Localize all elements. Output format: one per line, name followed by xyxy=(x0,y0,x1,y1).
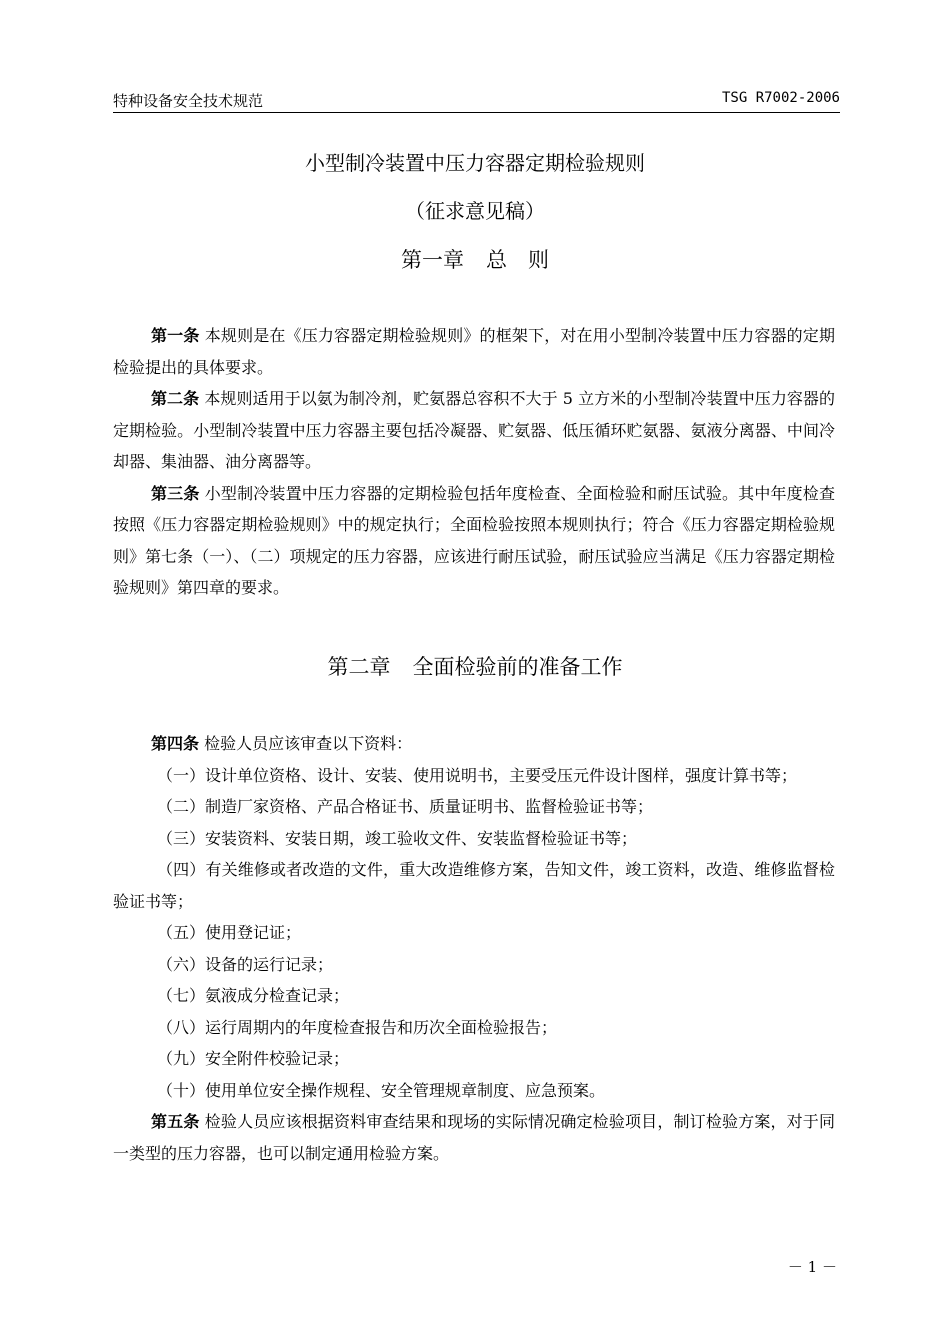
article-4 xyxy=(113,728,835,760)
list-item: （九）安全附件校验记录； xyxy=(157,1049,350,1068)
page-header xyxy=(113,90,840,113)
article-4-label: 第四条 xyxy=(151,734,200,753)
list-item: （五）使用登记证； xyxy=(157,923,302,942)
article-3-label: 第三条 xyxy=(151,483,200,503)
article-4-text: 检验人员应该审查以下资料： xyxy=(204,734,413,753)
list-item: （十）使用单位安全操作规程、安全管理规章制度、应急预案。 xyxy=(157,1080,606,1100)
chapter-2-label: 第二章 xyxy=(327,655,391,679)
document-subtitle: （征求意见稿） xyxy=(405,199,545,223)
chapter-1-name: 总 则 xyxy=(486,248,549,272)
list-item: （六）设备的运行记录； xyxy=(157,954,334,974)
header-doc-code: TSG R7002-2006 xyxy=(721,90,840,106)
page-number: － 1 － xyxy=(787,1258,837,1276)
chapter-2-body xyxy=(113,728,835,1169)
list-item: （二）制造厂家资格、产品合格证书、质量证明书、监督检验证书等； xyxy=(157,797,654,816)
article-2-label: 第二条 xyxy=(151,389,200,408)
list-item: （三）安装资料、安装日期，竣工验收文件、安装监督检验证书等； xyxy=(157,828,638,848)
article-1-label: 第一条 xyxy=(151,326,200,345)
header-spec-title: 特种设备安全技术规范 xyxy=(113,92,264,110)
list-item: （四）有关维修或者改造的文件，重大改造维修方案，告知文件，竣工资料，改造、维修监督检验证书等； xyxy=(113,860,835,911)
article-5-text: 检验人员应该根据资料审查结果和现场的实际情况确定检验项目，制订检验方案，对于同一类型的压力容器，也可以制定通用检验方案。 xyxy=(113,1112,835,1163)
article-3-text: 小型制冷装置中压力容器的定期检验包括年度检查、全面检验和耐压试验。其中年度检查按照《压力容器定期检验规则》中的规定执行；全面检验按照本规则执行；符合《压力容器定期检验规则》第七条（一）、（二）项规定的压力容器，应该进行耐压试验，耐压试验应当满足《压力容器定期检验规则》第四章的要求。 xyxy=(113,483,835,597)
chapter-1-body xyxy=(113,320,835,604)
article-5 xyxy=(113,1106,835,1169)
list-item: （一）设计单位资格、设计、安装、使用说明书，主要受压元件设计图样，强度计算书等； xyxy=(157,765,798,785)
article-2-text: 本规则适用于以氨为制冷剂，贮氨器总容积不大于 5 立方米的小型制冷装置中压力容器的定期检验。小型制冷装置中压力容器主要包括冷凝器、贮氨器、低压循环贮氨器、氨液分离器、中间冷却器、集油器、油分离器等。 xyxy=(113,389,835,471)
list-item: （七）氨液成分检查记录； xyxy=(157,986,350,1005)
chapter-1-heading xyxy=(0,244,950,274)
article-2 xyxy=(113,383,835,478)
chapter-2-name: 全面检验前的准备工作 xyxy=(412,655,623,679)
article-3 xyxy=(113,478,835,604)
document-title: 小型制冷装置中压力容器定期检验规则 xyxy=(305,151,645,175)
article-1-text: 本规则是在《压力容器定期检验规则》的框架下，对在用小型制冷装置中压力容器的定期检验提出的具体要求。 xyxy=(113,326,835,377)
chapter-1-label: 第一章 xyxy=(401,248,464,272)
article-5-label: 第五条 xyxy=(151,1112,200,1131)
chapter-2-heading xyxy=(0,651,950,681)
article-1 xyxy=(113,320,835,383)
list-item: （八）运行周期内的年度检查报告和历次全面检验报告； xyxy=(157,1017,558,1037)
